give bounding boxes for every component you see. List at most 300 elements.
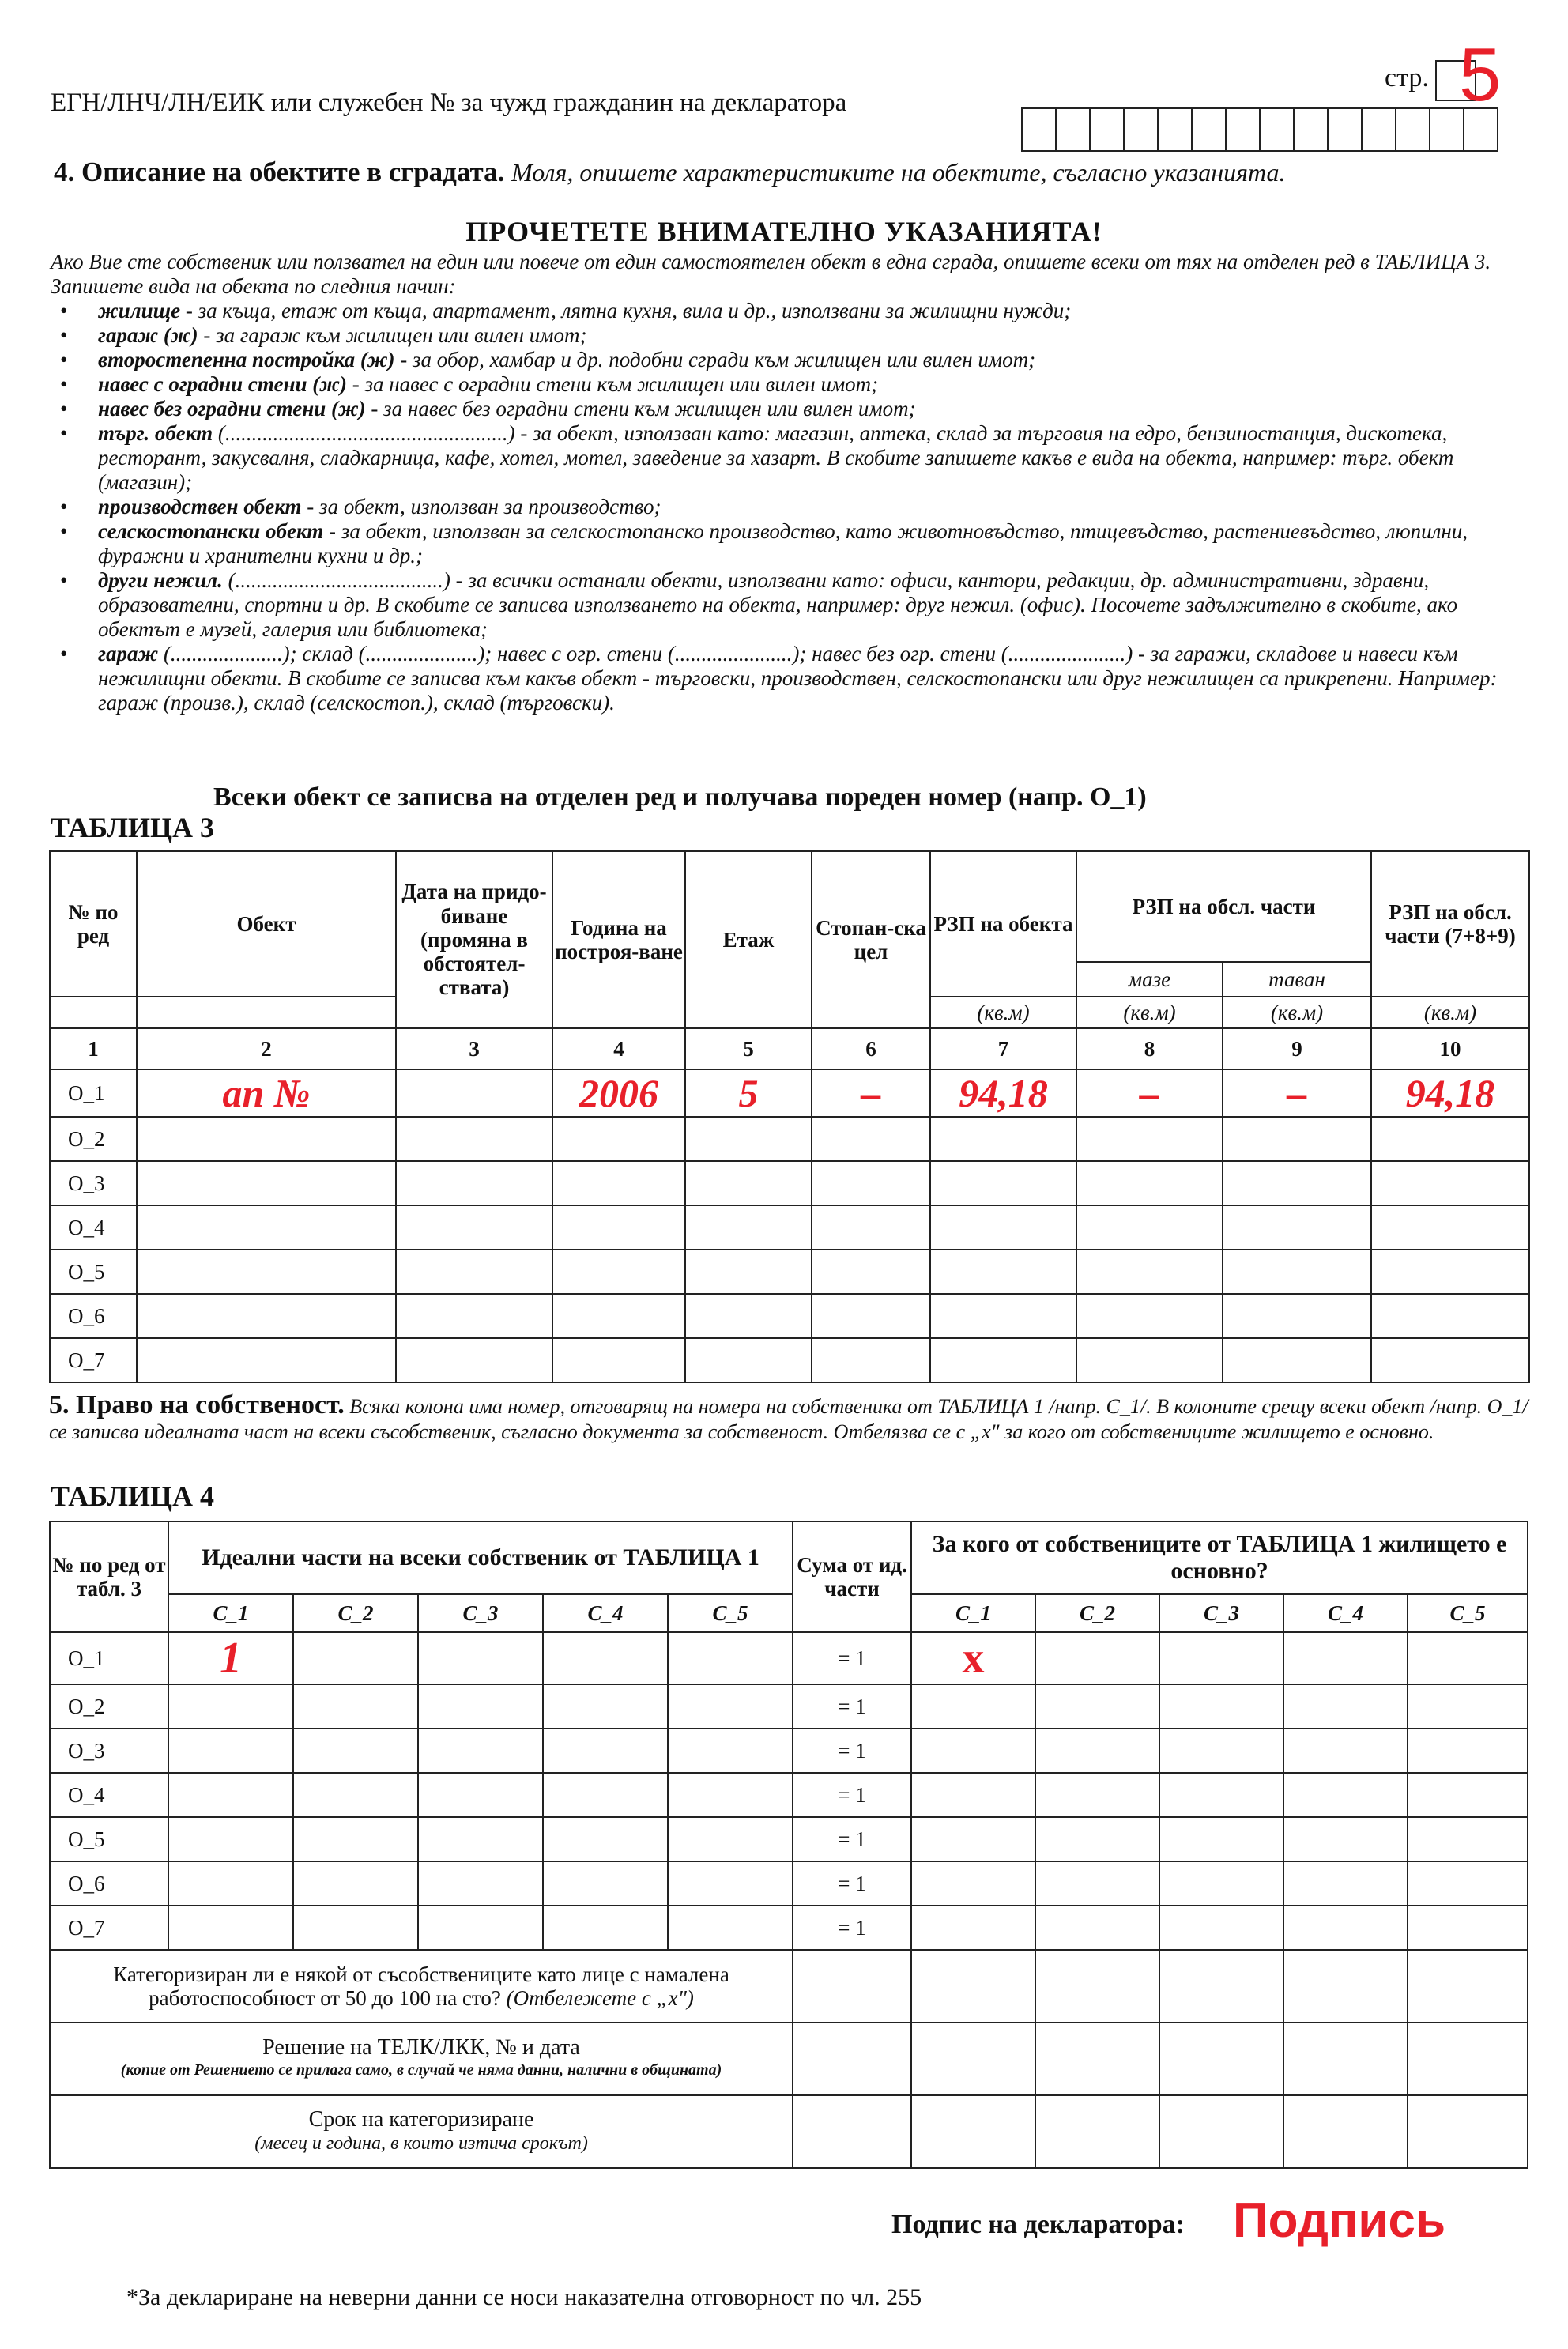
t4-share-owner-header: С_1 <box>168 1594 293 1632</box>
t4-primary-cell[interactable] <box>1035 1773 1159 1817</box>
egn-digit-box[interactable] <box>1327 107 1363 152</box>
object-type-description: - за обект, използван за селскостопанско производство, като животновъдство, птицевъдство, растениевъдство, люпилни, фуражни и хранителни кухни и др.; <box>98 519 1468 567</box>
object-type-description: - за обект, използван за производство; <box>301 495 662 518</box>
table-3 <box>49 850 1530 1383</box>
t4-disability-c3[interactable] <box>1159 1950 1283 2023</box>
object-type-term: други нежил. <box>98 568 223 592</box>
t4-primary-cell[interactable] <box>1159 1684 1283 1729</box>
t3-cell-floor[interactable] <box>685 1161 812 1205</box>
object-type-term: навес с оградни стени (ж) <box>98 372 347 396</box>
object-type-term: производствен обект <box>98 495 302 518</box>
t4-primary-cell[interactable] <box>1159 1729 1283 1773</box>
t3-cell-date[interactable] <box>396 1117 552 1161</box>
t4-share-cell[interactable] <box>543 1817 668 1861</box>
t4-primary-cell[interactable] <box>1283 1632 1408 1684</box>
t4-telk-c5[interactable] <box>1408 2023 1528 2095</box>
t3-cell-year[interactable] <box>552 1250 685 1294</box>
t4-share-cell[interactable] <box>168 1729 293 1773</box>
table-row <box>50 1684 1528 1729</box>
t3-header-floor: Етаж <box>685 851 812 1028</box>
object-type-description: (.....................); склад (.....................); навес с огр. стени (......................); навес без огр. стени (......................) - за гаражи, складове и навеси към нежилищни обекти. В скобите се записва към какъв обект - търговски, производствен, селскостопански или друг нежилищен са прикрепени. Например: гараж (произв.), склад (селскостоп.), склад (търговски). <box>98 642 1498 715</box>
t3-header-rzp: РЗП на обекта <box>930 851 1076 997</box>
table-row <box>50 1069 1529 1117</box>
signature-field[interactable] <box>1233 2193 1549 2248</box>
t3-cell-rzp[interactable] <box>930 1250 1076 1294</box>
bullet-dot-icon: • <box>60 568 68 592</box>
t3-row-id: О_2 <box>50 1117 137 1161</box>
instructions-intro: Ако Вие сте собственик или ползвател на един или повече от един самостоятелен обект в една сграда, опишете всеки от тях на отделен ред в ТАБЛИЦА 3. Запишете вида на обекта по следния начин: <box>51 250 1491 298</box>
bullet-dot-icon: • <box>60 348 68 371</box>
egn-digit-box[interactable] <box>1429 107 1464 152</box>
egn-digit-box[interactable] <box>1361 107 1396 152</box>
t4-term-note: (месец и година, в които изтича срокът) <box>254 2133 588 2154</box>
t3-header-service-parts: РЗП на обсл. части <box>1076 851 1371 962</box>
t3-unit-rzp: (кв.м) <box>930 997 1076 1028</box>
t3-cell-purpose[interactable] <box>812 1117 930 1161</box>
table4-title: ТАБЛИЦА 4 <box>51 1480 214 1512</box>
t3-cell-date[interactable] <box>396 1161 552 1205</box>
egn-label: ЕГН/ЛНЧ/ЛН/ЕИК или служебен № за чужд гражданин на декларатора <box>51 89 847 117</box>
t4-primary-cell[interactable] <box>1035 1906 1159 1950</box>
t4-share-cell[interactable] <box>543 1729 668 1773</box>
t3-cell-total[interactable] <box>1371 1338 1529 1382</box>
t3-cell-obj[interactable] <box>137 1338 396 1382</box>
t3-cell-date[interactable] <box>396 1338 552 1382</box>
object-type-term: търг. обект <box>98 421 213 445</box>
t4-header-sum: Сума от ид. части <box>793 1521 911 1632</box>
t3-cell-basement[interactable] <box>1076 1205 1223 1250</box>
t4-share-cell[interactable] <box>418 1729 543 1773</box>
object-type-list <box>51 299 1528 715</box>
t3-cell-obj[interactable] <box>137 1294 396 1338</box>
t4-primary-cell[interactable] <box>1408 1906 1528 1950</box>
t3-cell-total[interactable]: 94,18 <box>1371 1069 1529 1117</box>
t3-unit-blank-1 <box>50 997 137 1028</box>
t4-share-cell[interactable] <box>293 1632 418 1684</box>
t4-telk-c2[interactable] <box>1035 2023 1159 2095</box>
section4-title <box>54 156 1540 188</box>
t3-column-number: 8 <box>1076 1028 1223 1069</box>
t3-cell-attic[interactable] <box>1223 1205 1371 1250</box>
t3-cell-purpose[interactable]: – <box>812 1069 930 1117</box>
t3-cell-rzp[interactable] <box>930 1117 1076 1161</box>
t4-row-id: О_7 <box>50 1906 168 1950</box>
object-type-item <box>51 421 1528 495</box>
t3-cell-year[interactable] <box>552 1205 685 1250</box>
t3-cell-obj[interactable] <box>137 1117 396 1161</box>
t4-share-cell[interactable] <box>543 1906 668 1950</box>
t3-subheader-attic: таван <box>1223 962 1371 997</box>
t3-cell-purpose[interactable] <box>812 1294 930 1338</box>
t3-cell-obj[interactable]: ап № <box>137 1069 396 1117</box>
t4-share-cell[interactable] <box>543 1632 668 1684</box>
t4-disability-sum-cell[interactable] <box>793 1950 911 2023</box>
t3-row-id: О_3 <box>50 1161 137 1205</box>
t4-primary-cell[interactable] <box>1408 1632 1528 1684</box>
t4-share-cell[interactable]: 1 <box>168 1632 293 1684</box>
t3-cell-attic[interactable]: – <box>1223 1069 1371 1117</box>
t4-share-cell[interactable] <box>418 1817 543 1861</box>
t3-cell-date[interactable] <box>396 1250 552 1294</box>
t3-header-total: РЗП на обсл. части (7+8+9) <box>1371 851 1529 997</box>
t4-term-label: Срок на категоризиране <box>308 2107 534 2132</box>
t4-term-c2[interactable] <box>1035 2095 1159 2168</box>
t4-share-cell[interactable] <box>418 1684 543 1729</box>
t3-column-number: 10 <box>1371 1028 1529 1069</box>
t3-cell-basement[interactable] <box>1076 1117 1223 1161</box>
t3-header-year: Година на построя-ване <box>552 851 685 1028</box>
t4-sum-cell: = 1 <box>793 1729 911 1773</box>
t3-cell-rzp[interactable] <box>930 1294 1076 1338</box>
t3-cell-purpose[interactable] <box>812 1250 930 1294</box>
t4-primary-cell[interactable] <box>1035 1684 1159 1729</box>
t4-header-shares: Идеални части на всеки собственик от ТАБЛИЦА 1 <box>168 1521 793 1594</box>
t4-share-cell[interactable] <box>168 1861 293 1906</box>
t3-column-number: 5 <box>685 1028 812 1069</box>
t4-share-cell[interactable] <box>293 1773 418 1817</box>
t4-share-cell[interactable] <box>668 1684 793 1729</box>
t3-cell-obj[interactable] <box>137 1161 396 1205</box>
t3-cell-year[interactable] <box>552 1161 685 1205</box>
bullet-dot-icon: • <box>60 323 68 347</box>
t4-primary-owner-header: С_4 <box>1283 1594 1408 1632</box>
t3-unit-blank-2 <box>137 997 396 1028</box>
t4-term-c4[interactable] <box>1283 2095 1408 2168</box>
object-type-term: жилище <box>98 299 181 322</box>
t4-primary-owner-header: С_5 <box>1408 1594 1528 1632</box>
t3-row-id: О_6 <box>50 1294 137 1338</box>
t3-cell-rzp[interactable] <box>930 1205 1076 1250</box>
t3-cell-floor[interactable] <box>685 1338 812 1382</box>
t4-share-cell[interactable] <box>293 1729 418 1773</box>
object-type-item <box>51 397 1528 421</box>
t4-primary-cell[interactable] <box>1035 1817 1159 1861</box>
liability-note: *За деклариране на неверни данни се носи наказателна отговорност по чл. 255 <box>126 2284 922 2310</box>
bullet-dot-icon: • <box>60 495 68 518</box>
t4-share-cell[interactable] <box>668 1729 793 1773</box>
t4-share-cell[interactable] <box>168 1817 293 1861</box>
t4-primary-cell[interactable] <box>1283 1817 1408 1861</box>
t4-term-c3[interactable] <box>1159 2095 1283 2168</box>
t4-sum-cell: = 1 <box>793 1817 911 1861</box>
t3-unit-total: (кв.м) <box>1371 997 1529 1028</box>
t4-sum-cell: = 1 <box>793 1906 911 1950</box>
t3-cell-attic[interactable] <box>1223 1294 1371 1338</box>
bullet-dot-icon: • <box>60 397 68 420</box>
section4-title-italic: Моля, опишете характеристиките на обектите, съгласно указанията. <box>511 158 1286 187</box>
t4-share-cell[interactable] <box>418 1632 543 1684</box>
t3-cell-purpose[interactable] <box>812 1338 930 1382</box>
t3-column-number: 2 <box>137 1028 396 1069</box>
table-row <box>50 1338 1529 1382</box>
section5-title: 5. Право на собственост. <box>49 1390 345 1420</box>
t3-cell-purpose[interactable] <box>812 1205 930 1250</box>
t3-cell-year[interactable]: 2006 <box>552 1069 685 1117</box>
t4-primary-cell[interactable] <box>1035 1861 1159 1906</box>
section4-title-bold: 4. Описание на обектите в сградата. <box>54 156 505 187</box>
object-type-description: - за гараж към жилищен или вилен имот; <box>198 323 587 347</box>
table-row <box>50 1117 1529 1161</box>
t3-header-num: № по ред <box>50 851 137 997</box>
t4-primary-cell[interactable] <box>911 1729 1035 1773</box>
t4-sum-cell: = 1 <box>793 1861 911 1906</box>
t4-primary-cell[interactable] <box>1408 1684 1528 1729</box>
t3-cell-date[interactable] <box>396 1069 552 1117</box>
t4-share-cell[interactable] <box>543 1684 668 1729</box>
object-type-item <box>51 495 1528 519</box>
egn-digit-box[interactable] <box>1395 107 1430 152</box>
t4-share-cell[interactable] <box>293 1906 418 1950</box>
t4-share-cell[interactable] <box>668 1773 793 1817</box>
t4-sum-cell: = 1 <box>793 1632 911 1684</box>
t4-sum-cell: = 1 <box>793 1684 911 1729</box>
t3-cell-floor[interactable] <box>685 1205 812 1250</box>
t4-row-id: О_2 <box>50 1684 168 1729</box>
object-type-description: - за навес без оградни стени към жилищен или вилен имот; <box>365 397 916 420</box>
t4-telk-note: (копие от Решението се прилага само, в случай че няма данни, налични в общината) <box>120 2061 722 2079</box>
egn-digit-box[interactable] <box>1225 107 1261 152</box>
instructions-block <box>51 250 1528 715</box>
object-type-term: навес без оградни стени (ж) <box>98 397 366 420</box>
t4-share-cell[interactable] <box>668 1632 793 1684</box>
t3-cell-year[interactable] <box>552 1294 685 1338</box>
t3-cell-basement[interactable]: – <box>1076 1069 1223 1117</box>
t3-cell-year[interactable] <box>552 1117 685 1161</box>
t3-cell-purpose[interactable] <box>812 1161 930 1205</box>
t4-row-id: О_6 <box>50 1861 168 1906</box>
t3-header-purpose: Стопан-ска цел <box>812 851 930 1028</box>
read-instructions-warning: ПРОЧЕТЕТЕ ВНИМАТЕЛНО УКАЗАНИЯТА! <box>466 216 1102 247</box>
t4-primary-cell[interactable] <box>911 1861 1035 1906</box>
t3-cell-attic[interactable] <box>1223 1117 1371 1161</box>
t4-share-cell[interactable] <box>168 1773 293 1817</box>
t3-cell-floor[interactable]: 5 <box>685 1069 812 1117</box>
t3-cell-obj[interactable] <box>137 1250 396 1294</box>
t3-cell-rzp[interactable]: 94,18 <box>930 1069 1076 1117</box>
t3-row-id: О_4 <box>50 1205 137 1250</box>
t4-share-cell[interactable] <box>168 1684 293 1729</box>
bullet-dot-icon: • <box>60 372 68 396</box>
egn-digit-box[interactable] <box>1293 107 1329 152</box>
t4-row-id: О_4 <box>50 1773 168 1817</box>
table-row <box>50 1729 1528 1773</box>
object-type-item <box>51 568 1528 642</box>
t4-disability-question <box>50 1950 793 2023</box>
object-type-description: - за обор, хамбар и др. подобни сгради към жилищен или вилен имот; <box>394 348 1036 371</box>
t4-share-cell[interactable] <box>168 1906 293 1950</box>
t4-share-cell[interactable] <box>418 1861 543 1906</box>
t4-primary-cell[interactable] <box>1408 1861 1528 1906</box>
t4-categorization-term <box>50 2095 793 2168</box>
t4-primary-cell[interactable] <box>911 1773 1035 1817</box>
t3-row-id: О_7 <box>50 1338 137 1382</box>
t4-telk-c4[interactable] <box>1283 2023 1408 2095</box>
signature-handwritten: Подпись <box>1233 2193 1446 2248</box>
t4-primary-cell[interactable] <box>1283 1906 1408 1950</box>
t4-disability-note: (Отбележете с „х") <box>506 1986 694 2010</box>
table-row <box>50 1906 1528 1950</box>
t4-telk-c1[interactable] <box>911 2023 1035 2095</box>
t4-primary-cell[interactable] <box>1408 1817 1528 1861</box>
t4-disability-c1[interactable] <box>911 1950 1035 2023</box>
t4-row-id: О_3 <box>50 1729 168 1773</box>
t4-primary-cell[interactable] <box>1035 1632 1159 1684</box>
t3-column-number: 4 <box>552 1028 685 1069</box>
table-row <box>50 1773 1528 1817</box>
table-row <box>50 1161 1529 1205</box>
t4-telk-sum-cell[interactable] <box>793 2023 911 2095</box>
t3-cell-floor[interactable] <box>685 1294 812 1338</box>
bullet-dot-icon: • <box>60 299 68 322</box>
section5-text <box>49 1390 1535 1445</box>
t4-primary-cell[interactable] <box>1159 1817 1283 1861</box>
object-type-term: гараж (ж) <box>98 323 198 347</box>
t3-cell-attic[interactable] <box>1223 1161 1371 1205</box>
t4-telk-label: Решение на ТЕЛК/ЛКК, № и дата <box>262 2035 580 2060</box>
t4-term-c1[interactable] <box>911 2095 1035 2168</box>
t3-row-id: О_5 <box>50 1250 137 1294</box>
object-type-term: гараж <box>98 642 159 665</box>
t3-header-date: Дата на придо-биване (промяна в обстоятел-ствата) <box>396 851 552 1028</box>
t3-header-object: Обект <box>137 851 396 997</box>
t4-primary-cell[interactable] <box>1408 1773 1528 1817</box>
object-type-item <box>51 519 1528 568</box>
object-type-term: селскостопански обект <box>98 519 324 543</box>
t4-header-row-num: № по ред от табл. 3 <box>50 1521 168 1632</box>
table-4 <box>49 1521 1528 2169</box>
egn-digit-box[interactable] <box>1123 107 1159 152</box>
t4-term-sum-cell[interactable] <box>793 2095 911 2168</box>
t4-share-owner-header: С_5 <box>668 1594 793 1632</box>
t3-cell-attic[interactable] <box>1223 1338 1371 1382</box>
t4-primary-cell[interactable] <box>1408 1729 1528 1773</box>
t4-disability-c2[interactable] <box>1035 1950 1159 2023</box>
t4-share-cell[interactable] <box>418 1906 543 1950</box>
t3-unit-basement: (кв.м) <box>1076 997 1223 1028</box>
egn-digit-box[interactable] <box>1191 107 1227 152</box>
t3-cell-basement[interactable] <box>1076 1250 1223 1294</box>
t4-primary-cell[interactable] <box>1159 1861 1283 1906</box>
t4-primary-cell[interactable] <box>1159 1632 1283 1684</box>
t3-cell-basement[interactable] <box>1076 1294 1223 1338</box>
t4-term-c5[interactable] <box>1408 2095 1528 2168</box>
t4-telk-c3[interactable] <box>1159 2023 1283 2095</box>
t4-sum-cell: = 1 <box>793 1773 911 1817</box>
object-type-item <box>51 372 1528 397</box>
object-type-description: - за навес с оградни стени към жилищен или вилен имот; <box>347 372 879 396</box>
t4-share-cell[interactable] <box>543 1861 668 1906</box>
bullet-dot-icon: • <box>60 421 68 445</box>
t4-primary-owner-header: С_3 <box>1159 1594 1283 1632</box>
t4-share-cell[interactable] <box>668 1906 793 1950</box>
t3-column-number: 3 <box>396 1028 552 1069</box>
t3-cell-date[interactable] <box>396 1205 552 1250</box>
t4-primary-owner-header: С_2 <box>1035 1594 1159 1632</box>
table3-title: ТАБЛИЦА 3 <box>51 812 214 843</box>
t4-share-owner-header: С_3 <box>418 1594 543 1632</box>
t4-primary-cell[interactable] <box>1283 1684 1408 1729</box>
page-label: стр. <box>1385 63 1429 92</box>
object-type-term: второстепенна постройка (ж) <box>98 348 395 371</box>
bullet-dot-icon: • <box>60 519 68 543</box>
t3-cell-total[interactable] <box>1371 1205 1529 1250</box>
t3-cell-total[interactable] <box>1371 1294 1529 1338</box>
t4-share-owner-header: С_2 <box>293 1594 418 1632</box>
page-number-handwritten: 5 <box>1459 32 1502 117</box>
bullet-dot-icon: • <box>60 642 68 665</box>
t3-cell-total[interactable] <box>1371 1117 1529 1161</box>
t4-primary-cell[interactable] <box>911 1684 1035 1729</box>
t4-primary-cell[interactable] <box>1035 1729 1159 1773</box>
t4-primary-cell[interactable] <box>1159 1773 1283 1817</box>
t3-cell-attic[interactable] <box>1223 1250 1371 1294</box>
t4-primary-owner-header: С_1 <box>911 1594 1035 1632</box>
t3-cell-rzp[interactable] <box>930 1161 1076 1205</box>
t3-cell-date[interactable] <box>396 1294 552 1338</box>
object-type-description: (.....................................................) - за обект, използван като: магазин, аптека, склад за търговия на едро, бензиностанция, дискотека, ресторант, закусвалня, сладкарница, кафе, хотел, мотел, заведение за хазарт. В скобите запишете какъв е вида на обекта, например: търг. обект (магазин); <box>98 421 1454 494</box>
t4-primary-cell[interactable] <box>1159 1906 1283 1950</box>
table-row <box>50 1817 1528 1861</box>
t3-cell-rzp[interactable] <box>930 1338 1076 1382</box>
t4-share-cell[interactable] <box>293 1684 418 1729</box>
egn-digit-box[interactable] <box>1055 107 1091 152</box>
object-type-item <box>51 348 1528 372</box>
t4-share-cell[interactable] <box>293 1817 418 1861</box>
object-type-description: - за къща, етаж от къща, апартамент, лятна кухня, вила и др., използвани за жилищни нужди; <box>180 299 1072 322</box>
t3-subheader-basement: мазе <box>1076 962 1223 997</box>
object-type-item <box>51 299 1528 323</box>
t3-cell-total[interactable] <box>1371 1250 1529 1294</box>
t3-cell-total[interactable] <box>1371 1161 1529 1205</box>
t4-disability-c5[interactable] <box>1408 1950 1528 2023</box>
t4-primary-cell[interactable] <box>911 1906 1035 1950</box>
t3-column-number: 9 <box>1223 1028 1371 1069</box>
t4-primary-cell[interactable] <box>911 1817 1035 1861</box>
t3-column-number: 7 <box>930 1028 1076 1069</box>
t3-cell-basement[interactable] <box>1076 1338 1223 1382</box>
t4-share-cell[interactable] <box>543 1773 668 1817</box>
t4-primary-cell[interactable] <box>1283 1773 1408 1817</box>
t3-cell-obj[interactable] <box>137 1205 396 1250</box>
t3-cell-floor[interactable] <box>685 1117 812 1161</box>
t4-share-cell[interactable] <box>293 1861 418 1906</box>
section5-description: Всяка колона има номер, отговарящ на номера на собственика от ТАБЛИЦА 1 /напр. С_1/. В колоните срещу всеки обект /напр. О_1/ се записва идеалната част на всеки съсобственик, съгласно документа за собственост. Отбелязва се с „х" за кого от собствениците жилището е основно. <box>49 1395 1528 1443</box>
t4-primary-cell[interactable]: х <box>911 1632 1035 1684</box>
egn-digit-box[interactable] <box>1157 107 1193 152</box>
object-type-item <box>51 642 1528 715</box>
t4-share-cell[interactable] <box>668 1817 793 1861</box>
t4-share-cell[interactable] <box>418 1773 543 1817</box>
t3-cell-year[interactable] <box>552 1338 685 1382</box>
t3-cell-basement[interactable] <box>1076 1161 1223 1205</box>
t4-primary-cell[interactable] <box>1283 1729 1408 1773</box>
table-row <box>50 1294 1529 1338</box>
egn-digit-box[interactable] <box>1089 107 1125 152</box>
t4-disability-text: Категоризиран ли е някой от съсобствениците като лице с намалена работоспособност от 50 до 100 на сто? <box>113 1963 729 2010</box>
egn-digit-box[interactable] <box>1463 107 1498 152</box>
object-type-description: (.......................................) - за всички останали обекти, използвани като: офиси, кантори, редакции, др. административни, здравни, образователни, спортни и др. В скобите се записва използването на обекта, например: друг нежил. (офис). Посочете задължително в скобите, ако обектът е музей, галерия или библиотека; <box>98 568 1458 641</box>
t4-share-cell[interactable] <box>668 1861 793 1906</box>
t3-column-number: 1 <box>50 1028 137 1069</box>
egn-digit-box[interactable] <box>1021 107 1057 152</box>
t3-unit-attic: (кв.м) <box>1223 997 1371 1028</box>
t4-disability-c4[interactable] <box>1283 1950 1408 2023</box>
t3-row-id: О_1 <box>50 1069 137 1117</box>
t4-telk-decision <box>50 2023 793 2095</box>
egn-digit-box[interactable] <box>1259 107 1295 152</box>
t4-primary-cell[interactable] <box>1283 1861 1408 1906</box>
t3-cell-floor[interactable] <box>685 1250 812 1294</box>
